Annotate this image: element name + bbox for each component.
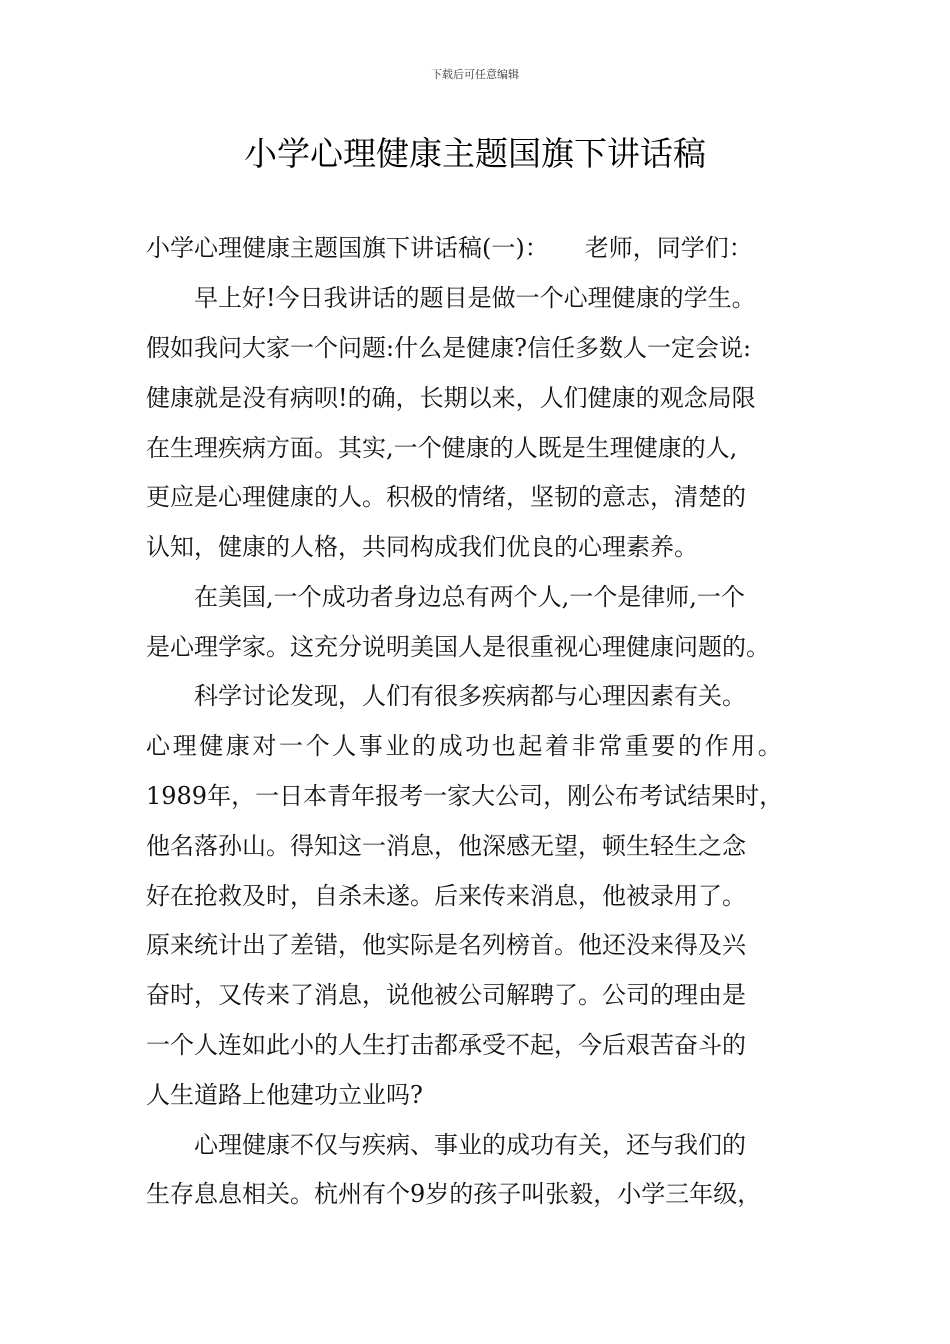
body-line: 在美国,一个成功者身边总有两个人,一个是律师,一个 bbox=[146, 583, 745, 611]
body-line: 早上好!今日我讲话的题目是做一个心理健康的学生。 bbox=[146, 284, 756, 312]
body-line: 健康就是没有病呗!的确，长期以来，人们健康的观念局限 bbox=[146, 384, 756, 412]
body-line: 心理健康对一个人事业的成功也起着非常重要的作用。 bbox=[146, 732, 785, 760]
body-line: 科学讨论发现，人们有很多疾病都与心理因素有关。 bbox=[146, 682, 746, 710]
body-line: 人生道路上他建功立业吗? bbox=[146, 1081, 423, 1109]
body-line: 假如我问大家一个问题:什么是健康?信任多数人一定会说: bbox=[146, 334, 752, 362]
header-note: 下载后可任意编辑 bbox=[431, 68, 519, 81]
body-line: 奋时，又传来了消息，说他被公司解聘了。公司的理由是 bbox=[146, 981, 746, 1009]
document-title: 小学心理健康主题国旗下讲话稿 bbox=[244, 134, 706, 173]
body-line: 他名落孙山。得知这一消息，他深感无望，顿生轻生之念 bbox=[146, 832, 746, 860]
body-line: 在生理疾病方面。其实,一个健康的人既是生理健康的人, bbox=[146, 434, 738, 462]
body-line: 是心理学家。这充分说明美国人是很重视心理健康问题的。 bbox=[146, 633, 770, 661]
body-line: 认知，健康的人格，共同构成我们优良的心理素养。 bbox=[146, 533, 698, 561]
body-line: 一个人连如此小的人生打击都承受不起，今后艰苦奋斗的 bbox=[146, 1031, 746, 1059]
body-line: 更应是心理健康的人。积极的情绪，坚韧的意志，清楚的 bbox=[146, 483, 746, 511]
body-line: 小学心理健康主题国旗下讲话稿(一)： 老师，同学们： bbox=[146, 234, 753, 262]
body-line: 生存息息相关。杭州有个9岁的孩子叫张毅，小学三年级， bbox=[146, 1180, 762, 1208]
body-line: 心理健康不仅与疾病、事业的成功有关，还与我们的 bbox=[146, 1131, 746, 1159]
body-line: 好在抢救及时，自杀未遂。后来传来消息，他被录用了。 bbox=[146, 882, 746, 910]
body-line: 原来统计出了差错，他实际是名列榜首。他还没来得及兴 bbox=[146, 931, 746, 959]
body-line: 1989年，一日本青年报考一家大公司，刚公布考试结果时， bbox=[146, 782, 784, 810]
